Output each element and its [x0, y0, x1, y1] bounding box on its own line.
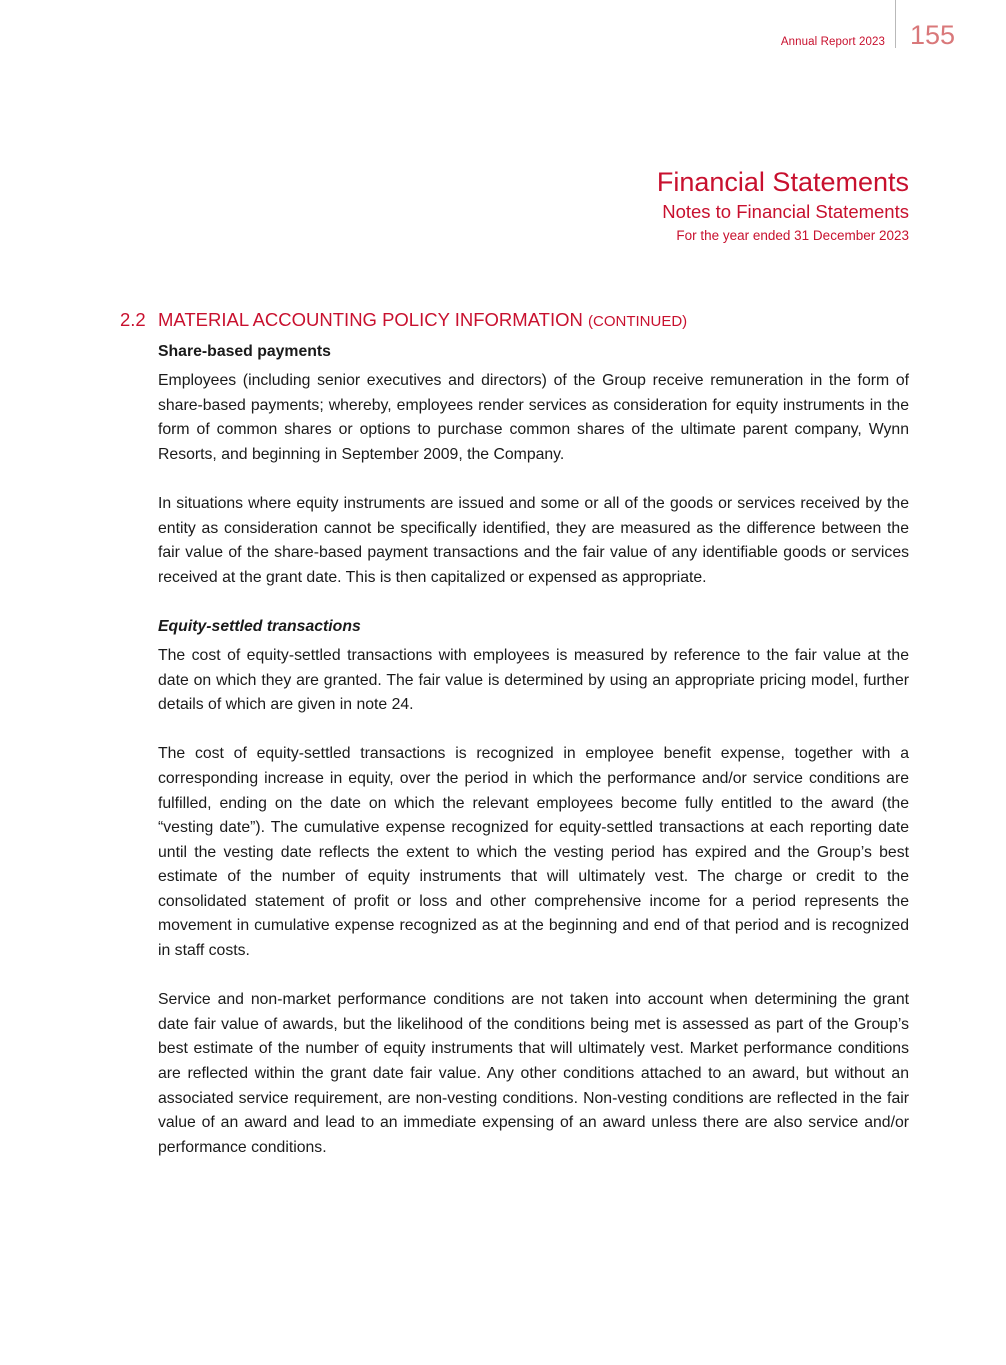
report-label: Annual Report 2023: [780, 36, 885, 48]
page-subtitle: Notes to Financial Statements: [662, 201, 909, 222]
paragraph: In situations where equity instruments are issued and some or all of the goods or services received by the entity as consideration cannot be specifically identified, they are measured as the difference between the fair value of the share-based payment transactions and the fair value of any identifiable goods or services received at the grant date. This is then capitalized or expensed as appropriate.: [158, 494, 909, 586]
header-divider: [895, 0, 896, 48]
paragraph: Employees (including senior executives and directors) of the Group receive remuneration in the form of share-based payments; whereby, employees render services as consideration for equity instruments in the form of common shares or options to purchase common shares of the ultimate parent company, Wynn Resorts, and beginning in September 2009, the Company.: [158, 372, 909, 463]
page-title: Financial Statements: [656, 167, 909, 197]
section-body: [158, 340, 909, 1160]
equity-settled-heading: Equity-settled transactions: [158, 617, 361, 635]
paragraph: Service and non-market performance conditions are not taken into account when determining the grant date fair value of awards, but the likelihood of the conditions being met is assessed as part of the Group’s best estimate of the number of equity instruments that will ultimately vest. Market performance conditions are reflected within the grant date fair value. Any other conditions attached to an award, but without an associated service requirement, are non-vesting conditions. Non-vesting conditions are reflected in the fair value of an award and lead to an immediate expensing of an award unless there are also service and/or performance conditions.: [158, 991, 909, 1156]
section-continued: (CONTINUED): [588, 313, 688, 330]
paragraph: The cost of equity-settled transactions is recognized in employee benefit expense, together with a corresponding increase in equity, over the period in which the performance and/or service conditions are fulfilled, ending on the date on which the relevant employees become fully entitled to the award (the “vesting date”). The cumulative expense recognized for equity-settled transactions at each reporting date until the vesting date reflects the extent to which the vesting period has expired and the Group’s best estimate of the number of equity instruments that will ultimately vest. The charge or credit to the consolidated statement of profit or loss and other comprehensive income for a period represents the movement in cumulative expense recognized as at the beginning and end of that period and is recognized in staff costs.: [158, 745, 909, 960]
title-block: [657, 166, 909, 246]
share-based-heading: Share-based payments: [158, 343, 331, 360]
section-number: 2.2: [120, 309, 146, 330]
section-title: MATERIAL ACCOUNTING POLICY INFORMATION: [158, 309, 583, 330]
paragraph: The cost of equity-settled transactions with employees is measured by reference to the fair value at the date on which they are granted. The fair value is determined by using an appropriate pricing model, further details of which are given in note 24.: [158, 646, 909, 714]
section-heading: [120, 309, 687, 331]
page-number: 155: [910, 20, 956, 50]
reporting-period: For the year ended 31 December 2023: [676, 228, 909, 243]
